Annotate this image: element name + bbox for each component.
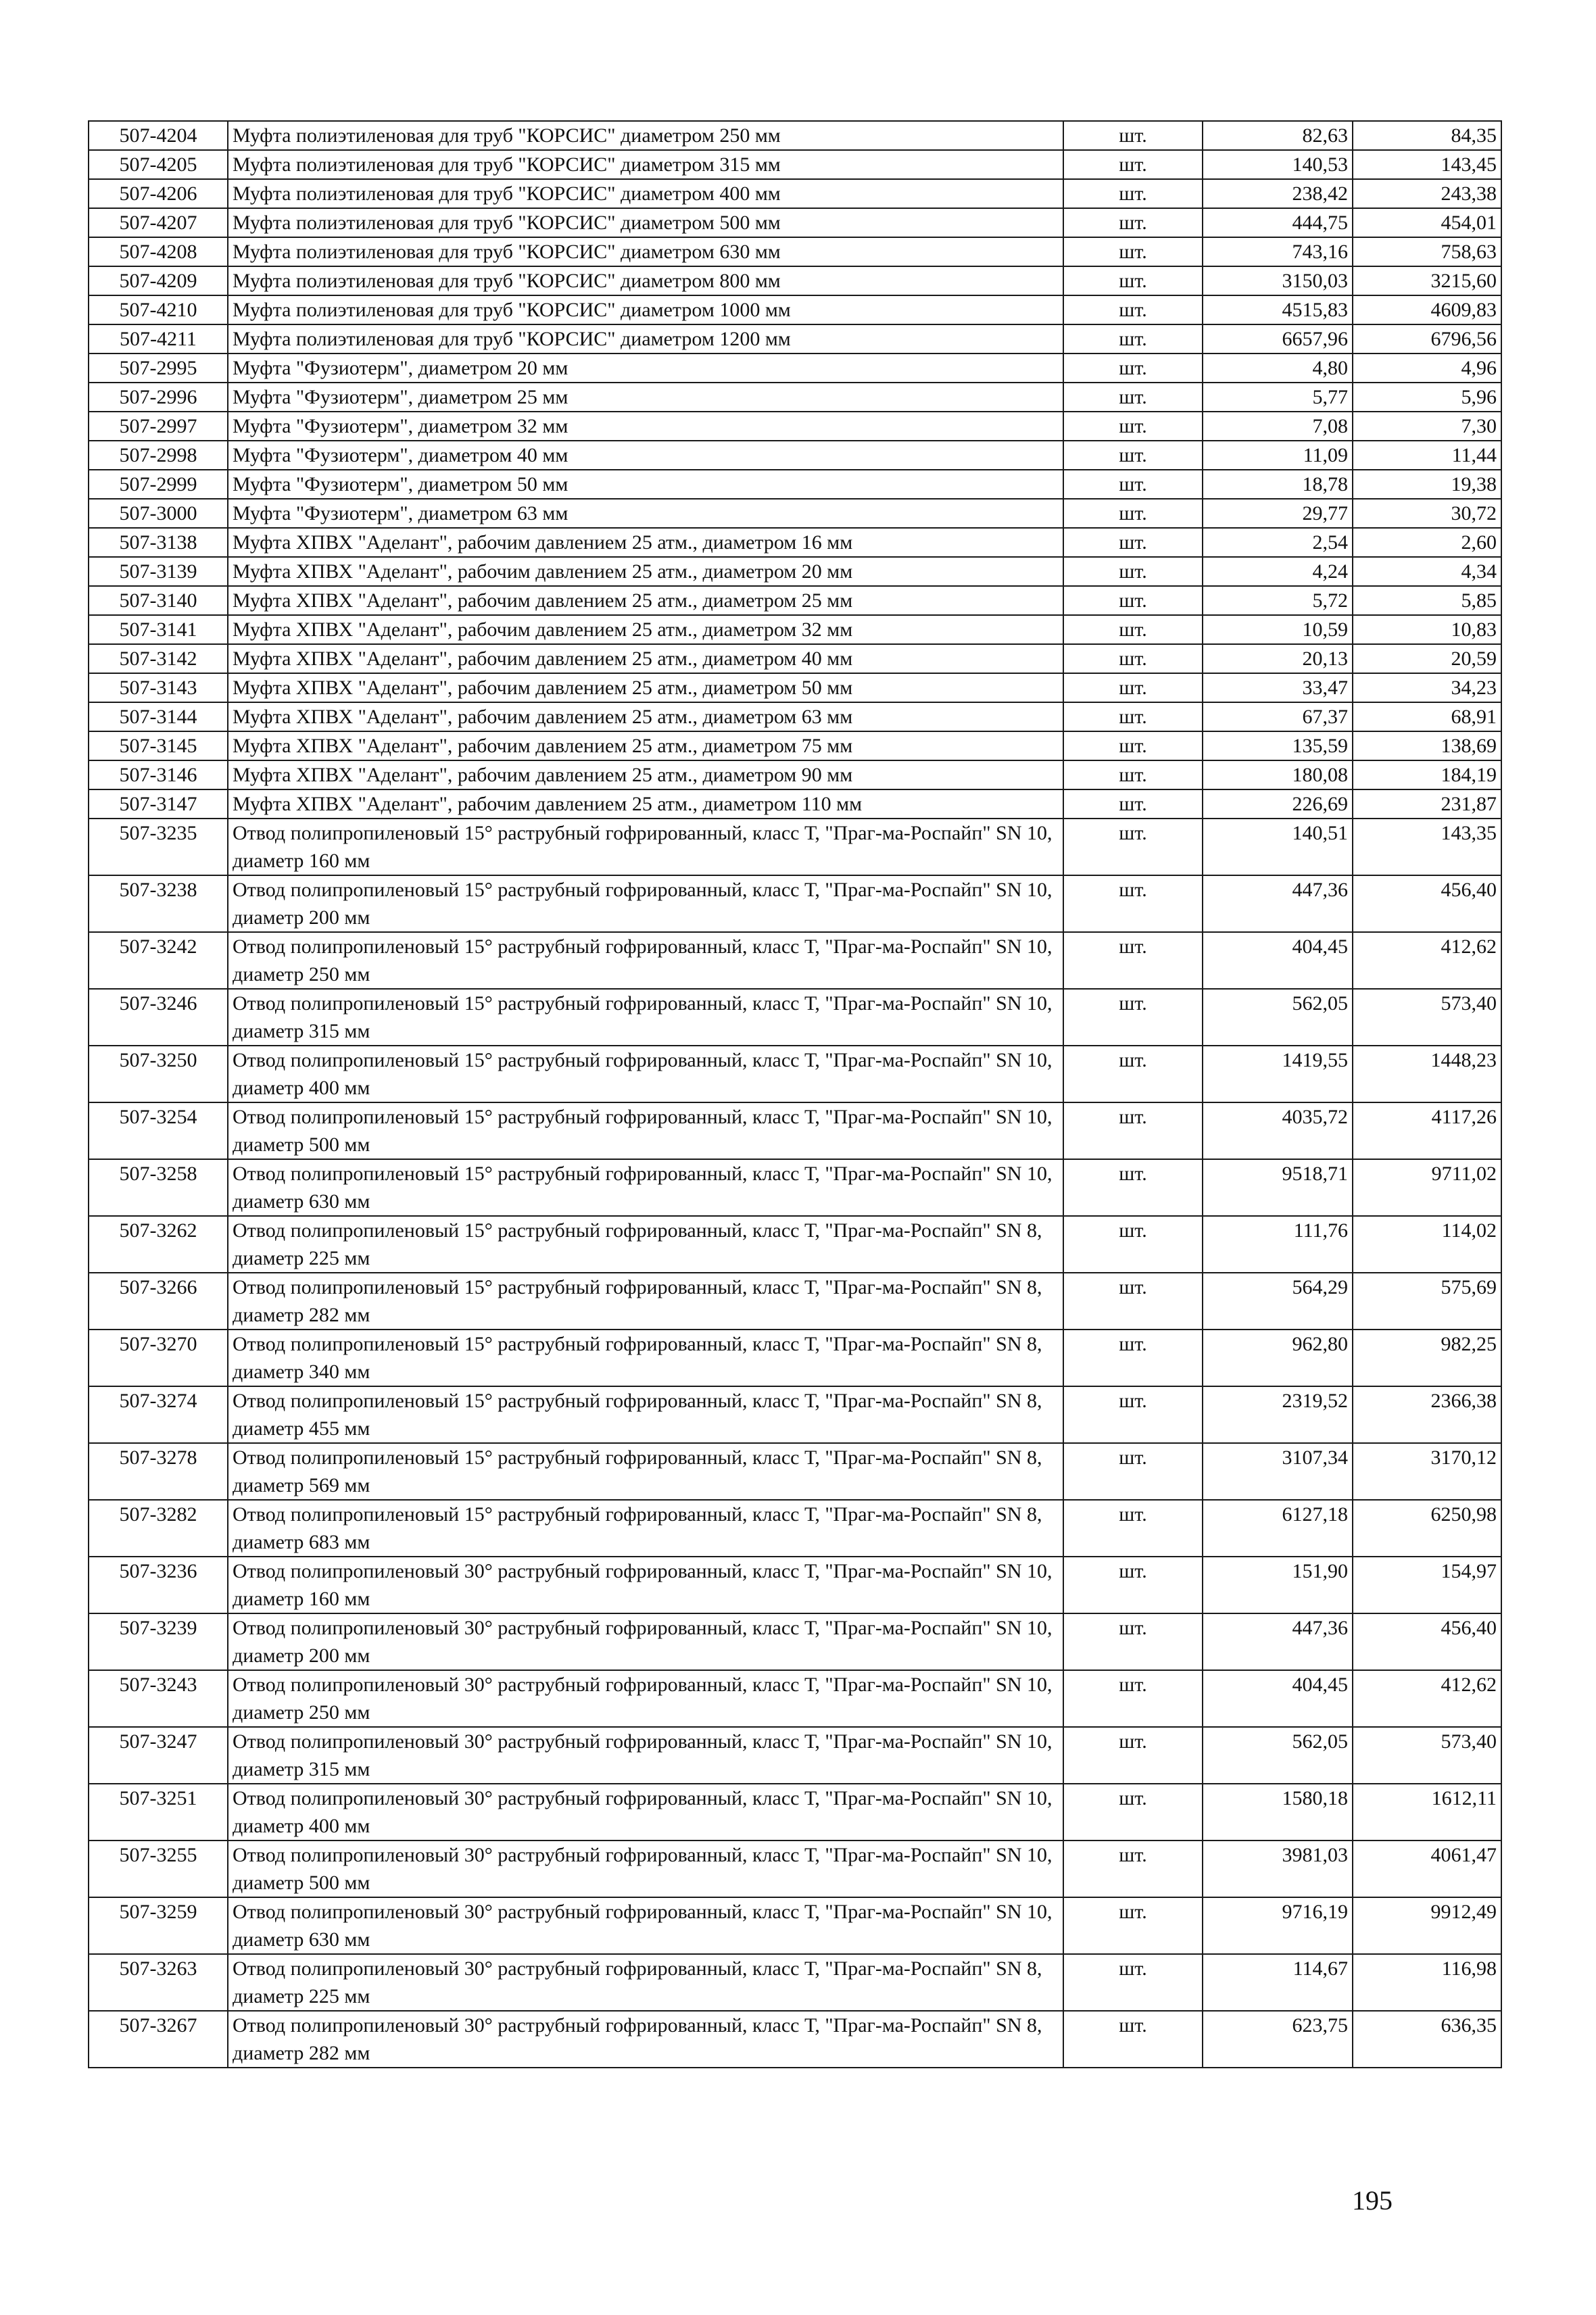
item-price-1: 4035,72 [1203, 1102, 1353, 1159]
table-row [89, 295, 1501, 324]
item-unit: шт. [1063, 1954, 1203, 2011]
table-row [89, 2011, 1501, 2068]
table-row [89, 819, 1501, 875]
item-name: Отвод полипропиленовый 15° раструбный гофрированный, класс Т, "Праг-ма-Роспайп" SN 8, диаметр 569 мм [228, 1443, 1063, 1500]
item-price-2: 758,63 [1353, 237, 1501, 266]
item-unit: шт. [1063, 2011, 1203, 2068]
item-code: 507-3247 [89, 1727, 228, 1784]
item-name: Отвод полипропиленовый 15° раструбный гофрированный, класс Т, "Праг-ма-Роспайп" SN 8, диаметр 225 мм [228, 1216, 1063, 1273]
item-name: Муфта "Фузиотерм", диаметром 40 мм [228, 441, 1063, 470]
item-price-1: 10,59 [1203, 615, 1353, 644]
item-name: Муфта полиэтиленовая для труб "КОРСИС" диаметром 315 мм [228, 150, 1063, 179]
item-price-2: 231,87 [1353, 789, 1501, 819]
item-price-2: 19,38 [1353, 470, 1501, 499]
item-price-2: 143,45 [1353, 150, 1501, 179]
table-row [89, 121, 1501, 150]
item-name: Муфта ХПВХ "Аделант", рабочим давлением 25 атм., диаметром 63 мм [228, 702, 1063, 731]
item-price-2: 4609,83 [1353, 295, 1501, 324]
table-row [89, 1613, 1501, 1670]
table-row [89, 1159, 1501, 1216]
item-name: Муфта "Фузиотерм", диаметром 32 мм [228, 412, 1063, 441]
item-code: 507-2997 [89, 412, 228, 441]
item-name: Муфта полиэтиленовая для труб "КОРСИС" диаметром 400 мм [228, 179, 1063, 208]
table-row [89, 615, 1501, 644]
item-code: 507-4204 [89, 121, 228, 150]
item-price-1: 7,08 [1203, 412, 1353, 441]
item-price-2: 1612,11 [1353, 1784, 1501, 1841]
item-name: Отвод полипропиленовый 30° раструбный гофрированный, класс Т, "Праг-ма-Роспайп" SN 10, диаметр 200 мм [228, 1613, 1063, 1670]
item-price-1: 2319,52 [1203, 1386, 1353, 1443]
item-code: 507-3236 [89, 1557, 228, 1613]
item-name: Отвод полипропиленовый 15° раструбный гофрированный, класс Т, "Праг-ма-Роспайп" SN 10, диаметр 200 мм [228, 875, 1063, 932]
item-code: 507-3254 [89, 1102, 228, 1159]
item-price-2: 454,01 [1353, 208, 1501, 237]
item-price-2: 3170,12 [1353, 1443, 1501, 1500]
item-name: Отвод полипропиленовый 30° раструбный гофрированный, класс Т, "Праг-ма-Роспайп" SN 10, диаметр 630 мм [228, 1897, 1063, 1954]
item-price-1: 226,69 [1203, 789, 1353, 819]
item-price-1: 11,09 [1203, 441, 1353, 470]
item-price-2: 2366,38 [1353, 1386, 1501, 1443]
item-price-2: 243,38 [1353, 179, 1501, 208]
item-code: 507-3140 [89, 586, 228, 615]
table-row [89, 528, 1501, 557]
item-code: 507-3242 [89, 932, 228, 989]
item-name: Отвод полипропиленовый 30° раструбный гофрированный, класс Т, "Праг-ма-Роспайп" SN 10, диаметр 315 мм [228, 1727, 1063, 1784]
item-name: Отвод полипропиленовый 15° раструбный гофрированный, класс Т, "Праг-ма-Роспайп" SN 10, диаметр 160 мм [228, 819, 1063, 875]
item-price-1: 9716,19 [1203, 1897, 1353, 1954]
item-price-2: 116,98 [1353, 1954, 1501, 2011]
item-code: 507-2998 [89, 441, 228, 470]
item-name: Муфта полиэтиленовая для труб "КОРСИС" диаметром 250 мм [228, 121, 1063, 150]
table-row [89, 1727, 1501, 1784]
item-unit: шт. [1063, 1784, 1203, 1841]
item-name: Муфта "Фузиотерм", диаметром 63 мм [228, 499, 1063, 528]
item-code: 507-3266 [89, 1273, 228, 1330]
item-price-1: 2,54 [1203, 528, 1353, 557]
table-row [89, 470, 1501, 499]
table-row [89, 1102, 1501, 1159]
item-name: Отвод полипропиленовый 30° раструбный гофрированный, класс Т, "Праг-ма-Роспайп" SN 10, диаметр 250 мм [228, 1670, 1063, 1727]
item-price-2: 9912,49 [1353, 1897, 1501, 1954]
item-name: Отвод полипропиленовый 15° раструбный гофрированный, класс Т, "Праг-ма-Роспайп" SN 8, диаметр 455 мм [228, 1386, 1063, 1443]
item-code: 507-3255 [89, 1841, 228, 1897]
item-name: Отвод полипропиленовый 15° раструбный гофрированный, класс Т, "Праг-ма-Роспайп" SN 10, диаметр 400 мм [228, 1046, 1063, 1102]
item-name: Отвод полипропиленовый 15° раструбный гофрированный, класс Т, "Праг-ма-Роспайп" SN 8, диаметр 340 мм [228, 1330, 1063, 1386]
item-unit: шт. [1063, 1443, 1203, 1500]
item-price-1: 114,67 [1203, 1954, 1353, 2011]
item-name: Муфта "Фузиотерм", диаметром 20 мм [228, 354, 1063, 383]
item-unit: шт. [1063, 789, 1203, 819]
item-name: Муфта ХПВХ "Аделант", рабочим давлением 25 атм., диаметром 75 мм [228, 731, 1063, 760]
item-name: Отвод полипропиленовый 15° раструбный гофрированный, класс Т, "Праг-ма-Роспайп" SN 10, диаметр 630 мм [228, 1159, 1063, 1216]
item-name: Отвод полипропиленовый 15° раструбный гофрированный, класс Т, "Праг-ма-Роспайп" SN 10, диаметр 500 мм [228, 1102, 1063, 1159]
item-code: 507-3246 [89, 989, 228, 1046]
item-code: 507-2999 [89, 470, 228, 499]
table-row [89, 179, 1501, 208]
table-row [89, 644, 1501, 673]
item-code: 507-3274 [89, 1386, 228, 1443]
table-row [89, 266, 1501, 295]
item-name: Муфта ХПВХ "Аделант", рабочим давлением 25 атм., диаметром 40 мм [228, 644, 1063, 673]
table-row [89, 1897, 1501, 1954]
item-code: 507-3282 [89, 1500, 228, 1557]
item-unit: шт. [1063, 1273, 1203, 1330]
table-row [89, 1443, 1501, 1500]
item-price-2: 30,72 [1353, 499, 1501, 528]
item-price-1: 562,05 [1203, 989, 1353, 1046]
item-code: 507-3270 [89, 1330, 228, 1386]
item-price-2: 982,25 [1353, 1330, 1501, 1386]
item-price-1: 140,53 [1203, 150, 1353, 179]
table-row [89, 557, 1501, 586]
item-price-1: 6657,96 [1203, 324, 1353, 354]
item-code: 507-3147 [89, 789, 228, 819]
item-unit: шт. [1063, 383, 1203, 412]
item-price-2: 4117,26 [1353, 1102, 1501, 1159]
item-code: 507-4206 [89, 179, 228, 208]
item-code: 507-3143 [89, 673, 228, 702]
item-price-2: 9711,02 [1353, 1159, 1501, 1216]
table-row [89, 760, 1501, 789]
item-price-1: 6127,18 [1203, 1500, 1353, 1557]
table-row [89, 383, 1501, 412]
item-unit: шт. [1063, 208, 1203, 237]
item-price-2: 154,97 [1353, 1557, 1501, 1613]
item-code: 507-3142 [89, 644, 228, 673]
table-row [89, 731, 1501, 760]
item-price-2: 34,23 [1353, 673, 1501, 702]
item-price-1: 5,77 [1203, 383, 1353, 412]
table-row [89, 1954, 1501, 2011]
item-price-2: 5,96 [1353, 383, 1501, 412]
item-code: 507-3146 [89, 760, 228, 789]
table-row [89, 1386, 1501, 1443]
item-price-2: 573,40 [1353, 989, 1501, 1046]
item-name: Муфта ХПВХ "Аделант", рабочим давлением 25 атм., диаметром 16 мм [228, 528, 1063, 557]
item-unit: шт. [1063, 932, 1203, 989]
item-code: 507-4205 [89, 150, 228, 179]
item-price-2: 114,02 [1353, 1216, 1501, 1273]
item-code: 507-2995 [89, 354, 228, 383]
item-price-2: 84,35 [1353, 121, 1501, 150]
item-code: 507-3235 [89, 819, 228, 875]
item-name: Отвод полипропиленовый 30° раструбный гофрированный, класс Т, "Праг-ма-Роспайп" SN 10, диаметр 400 мм [228, 1784, 1063, 1841]
table-row [89, 586, 1501, 615]
item-unit: шт. [1063, 1500, 1203, 1557]
item-code: 507-3238 [89, 875, 228, 932]
item-code: 507-3000 [89, 499, 228, 528]
item-unit: шт. [1063, 528, 1203, 557]
item-name: Муфта полиэтиленовая для труб "КОРСИС" диаметром 500 мм [228, 208, 1063, 237]
item-price-2: 4061,47 [1353, 1841, 1501, 1897]
item-price-2: 143,35 [1353, 819, 1501, 875]
item-code: 507-3138 [89, 528, 228, 557]
item-price-2: 184,19 [1353, 760, 1501, 789]
item-unit: шт. [1063, 615, 1203, 644]
item-price-2: 1448,23 [1353, 1046, 1501, 1102]
table-row [89, 1500, 1501, 1557]
item-unit: шт. [1063, 673, 1203, 702]
item-price-2: 68,91 [1353, 702, 1501, 731]
item-price-2: 5,85 [1353, 586, 1501, 615]
item-price-1: 67,37 [1203, 702, 1353, 731]
price-table [88, 120, 1502, 2068]
item-price-2: 3215,60 [1353, 266, 1501, 295]
item-unit: шт. [1063, 1613, 1203, 1670]
item-price-1: 447,36 [1203, 875, 1353, 932]
item-code: 507-3259 [89, 1897, 228, 1954]
item-price-1: 3150,03 [1203, 266, 1353, 295]
item-name: Отвод полипропиленовый 15° раструбный гофрированный, класс Т, "Праг-ма-Роспайп" SN 8, диаметр 683 мм [228, 1500, 1063, 1557]
item-name: Отвод полипропиленовый 30° раструбный гофрированный, класс Т, "Праг-ма-Роспайп" SN 8, диаметр 225 мм [228, 1954, 1063, 2011]
table-row [89, 673, 1501, 702]
table-row [89, 875, 1501, 932]
table-row [89, 412, 1501, 441]
item-price-1: 5,72 [1203, 586, 1353, 615]
item-code: 507-3251 [89, 1784, 228, 1841]
item-price-2: 6250,98 [1353, 1500, 1501, 1557]
item-price-1: 4,80 [1203, 354, 1353, 383]
item-price-2: 575,69 [1353, 1273, 1501, 1330]
item-code: 507-3267 [89, 2011, 228, 2068]
item-name: Муфта ХПВХ "Аделант", рабочим давлением 25 атм., диаметром 20 мм [228, 557, 1063, 586]
item-unit: шт. [1063, 1670, 1203, 1727]
item-code: 507-3258 [89, 1159, 228, 1216]
item-code: 507-3263 [89, 1954, 228, 2011]
item-unit: шт. [1063, 586, 1203, 615]
item-price-1: 82,63 [1203, 121, 1353, 150]
item-unit: шт. [1063, 499, 1203, 528]
item-unit: шт. [1063, 644, 1203, 673]
table-row [89, 208, 1501, 237]
table-row [89, 1670, 1501, 1727]
item-code: 507-3145 [89, 731, 228, 760]
item-unit: шт. [1063, 1102, 1203, 1159]
item-name: Муфта полиэтиленовая для труб "КОРСИС" диаметром 1000 мм [228, 295, 1063, 324]
item-price-1: 444,75 [1203, 208, 1353, 237]
item-price-2: 10,83 [1353, 615, 1501, 644]
item-price-1: 140,51 [1203, 819, 1353, 875]
item-price-1: 135,59 [1203, 731, 1353, 760]
item-name: Отвод полипропиленовый 30° раструбный гофрированный, класс Т, "Праг-ма-Роспайп" SN 10, диаметр 500 мм [228, 1841, 1063, 1897]
item-unit: шт. [1063, 1159, 1203, 1216]
item-price-2: 7,30 [1353, 412, 1501, 441]
item-price-1: 29,77 [1203, 499, 1353, 528]
item-price-1: 564,29 [1203, 1273, 1353, 1330]
item-price-1: 404,45 [1203, 1670, 1353, 1727]
item-price-1: 3981,03 [1203, 1841, 1353, 1897]
item-name: Муфта ХПВХ "Аделант", рабочим давлением 25 атм., диаметром 90 мм [228, 760, 1063, 789]
item-unit: шт. [1063, 1046, 1203, 1102]
item-name: Отвод полипропиленовый 15° раструбный гофрированный, класс Т, "Праг-ма-Роспайп" SN 10, диаметр 315 мм [228, 989, 1063, 1046]
item-name: Отвод полипропиленовый 30° раструбный гофрированный, класс Т, "Праг-ма-Роспайп" SN 10, диаметр 160 мм [228, 1557, 1063, 1613]
item-code: 507-4211 [89, 324, 228, 354]
item-name: Муфта ХПВХ "Аделант", рабочим давлением 25 атм., диаметром 50 мм [228, 673, 1063, 702]
table-row [89, 237, 1501, 266]
item-unit: шт. [1063, 1330, 1203, 1386]
item-price-2: 636,35 [1353, 2011, 1501, 2068]
item-price-1: 4,24 [1203, 557, 1353, 586]
item-code: 507-4209 [89, 266, 228, 295]
item-unit: шт. [1063, 354, 1203, 383]
item-price-2: 573,40 [1353, 1727, 1501, 1784]
item-name: Муфта "Фузиотерм", диаметром 25 мм [228, 383, 1063, 412]
item-name: Муфта ХПВХ "Аделант", рабочим давлением 25 атм., диаметром 32 мм [228, 615, 1063, 644]
item-price-1: 623,75 [1203, 2011, 1353, 2068]
item-price-2: 6796,56 [1353, 324, 1501, 354]
item-price-2: 4,96 [1353, 354, 1501, 383]
item-price-1: 4515,83 [1203, 295, 1353, 324]
item-price-1: 562,05 [1203, 1727, 1353, 1784]
item-price-1: 962,80 [1203, 1330, 1353, 1386]
table-row [89, 932, 1501, 989]
item-price-2: 456,40 [1353, 1613, 1501, 1670]
item-unit: шт. [1063, 731, 1203, 760]
item-name: Отвод полипропиленовый 15° раструбный гофрированный, класс Т, "Праг-ма-Роспайп" SN 10, диаметр 250 мм [228, 932, 1063, 989]
item-unit: шт. [1063, 1841, 1203, 1897]
item-code: 507-3262 [89, 1216, 228, 1273]
item-price-2: 138,69 [1353, 731, 1501, 760]
item-price-1: 1419,55 [1203, 1046, 1353, 1102]
item-price-2: 20,59 [1353, 644, 1501, 673]
table-row [89, 1273, 1501, 1330]
item-price-2: 11,44 [1353, 441, 1501, 470]
item-price-1: 18,78 [1203, 470, 1353, 499]
item-price-1: 151,90 [1203, 1557, 1353, 1613]
item-name: Муфта полиэтиленовая для труб "КОРСИС" диаметром 630 мм [228, 237, 1063, 266]
item-name: Муфта полиэтиленовая для труб "КОРСИС" диаметром 1200 мм [228, 324, 1063, 354]
item-unit: шт. [1063, 179, 1203, 208]
item-price-1: 404,45 [1203, 932, 1353, 989]
table-row [89, 441, 1501, 470]
item-price-2: 412,62 [1353, 932, 1501, 989]
item-code: 507-4207 [89, 208, 228, 237]
item-name: Муфта полиэтиленовая для труб "КОРСИС" диаметром 800 мм [228, 266, 1063, 295]
item-unit: шт. [1063, 441, 1203, 470]
item-price-1: 33,47 [1203, 673, 1353, 702]
item-price-1: 447,36 [1203, 1613, 1353, 1670]
item-code: 507-4208 [89, 237, 228, 266]
item-price-1: 180,08 [1203, 760, 1353, 789]
item-code: 507-3250 [89, 1046, 228, 1102]
item-unit: шт. [1063, 150, 1203, 179]
item-price-2: 4,34 [1353, 557, 1501, 586]
item-unit: шт. [1063, 989, 1203, 1046]
item-price-1: 111,76 [1203, 1216, 1353, 1273]
item-unit: шт. [1063, 237, 1203, 266]
item-unit: шт. [1063, 1386, 1203, 1443]
item-unit: шт. [1063, 121, 1203, 150]
item-code: 507-3139 [89, 557, 228, 586]
item-name: Муфта ХПВХ "Аделант", рабочим давлением 25 атм., диаметром 25 мм [228, 586, 1063, 615]
price-table-body [89, 121, 1501, 2068]
item-unit: шт. [1063, 412, 1203, 441]
table-row [89, 1330, 1501, 1386]
item-price-1: 743,16 [1203, 237, 1353, 266]
item-code: 507-4210 [89, 295, 228, 324]
item-price-1: 20,13 [1203, 644, 1353, 673]
table-row [89, 499, 1501, 528]
item-unit: шт. [1063, 702, 1203, 731]
item-code: 507-3243 [89, 1670, 228, 1727]
table-row [89, 1841, 1501, 1897]
table-row [89, 1557, 1501, 1613]
item-unit: шт. [1063, 324, 1203, 354]
item-code: 507-3239 [89, 1613, 228, 1670]
item-price-2: 456,40 [1353, 875, 1501, 932]
item-unit: шт. [1063, 1216, 1203, 1273]
item-price-1: 3107,34 [1203, 1443, 1353, 1500]
item-code: 507-3141 [89, 615, 228, 644]
item-name: Муфта "Фузиотерм", диаметром 50 мм [228, 470, 1063, 499]
item-unit: шт. [1063, 1557, 1203, 1613]
item-price-2: 412,62 [1353, 1670, 1501, 1727]
table-row [89, 702, 1501, 731]
item-price-1: 238,42 [1203, 179, 1353, 208]
item-price-2: 2,60 [1353, 528, 1501, 557]
item-unit: шт. [1063, 1897, 1203, 1954]
item-name: Отвод полипропиленовый 30° раструбный гофрированный, класс Т, "Праг-ма-Роспайп" SN 8, диаметр 282 мм [228, 2011, 1063, 2068]
item-unit: шт. [1063, 1727, 1203, 1784]
table-row [89, 1216, 1501, 1273]
item-code: 507-3278 [89, 1443, 228, 1500]
item-unit: шт. [1063, 266, 1203, 295]
item-unit: шт. [1063, 557, 1203, 586]
item-unit: шт. [1063, 295, 1203, 324]
item-name: Муфта ХПВХ "Аделант", рабочим давлением 25 атм., диаметром 110 мм [228, 789, 1063, 819]
table-row [89, 1784, 1501, 1841]
table-row [89, 789, 1501, 819]
item-name: Отвод полипропиленовый 15° раструбный гофрированный, класс Т, "Праг-ма-Роспайп" SN 8, диаметр 282 мм [228, 1273, 1063, 1330]
table-row [89, 354, 1501, 383]
item-unit: шт. [1063, 819, 1203, 875]
item-code: 507-2996 [89, 383, 228, 412]
table-row [89, 1046, 1501, 1102]
table-row [89, 324, 1501, 354]
item-unit: шт. [1063, 875, 1203, 932]
item-code: 507-3144 [89, 702, 228, 731]
item-price-1: 9518,71 [1203, 1159, 1353, 1216]
page-number: 195 [1352, 2185, 1393, 2216]
table-row [89, 150, 1501, 179]
table-row [89, 989, 1501, 1046]
item-price-1: 1580,18 [1203, 1784, 1353, 1841]
item-unit: шт. [1063, 760, 1203, 789]
item-unit: шт. [1063, 470, 1203, 499]
